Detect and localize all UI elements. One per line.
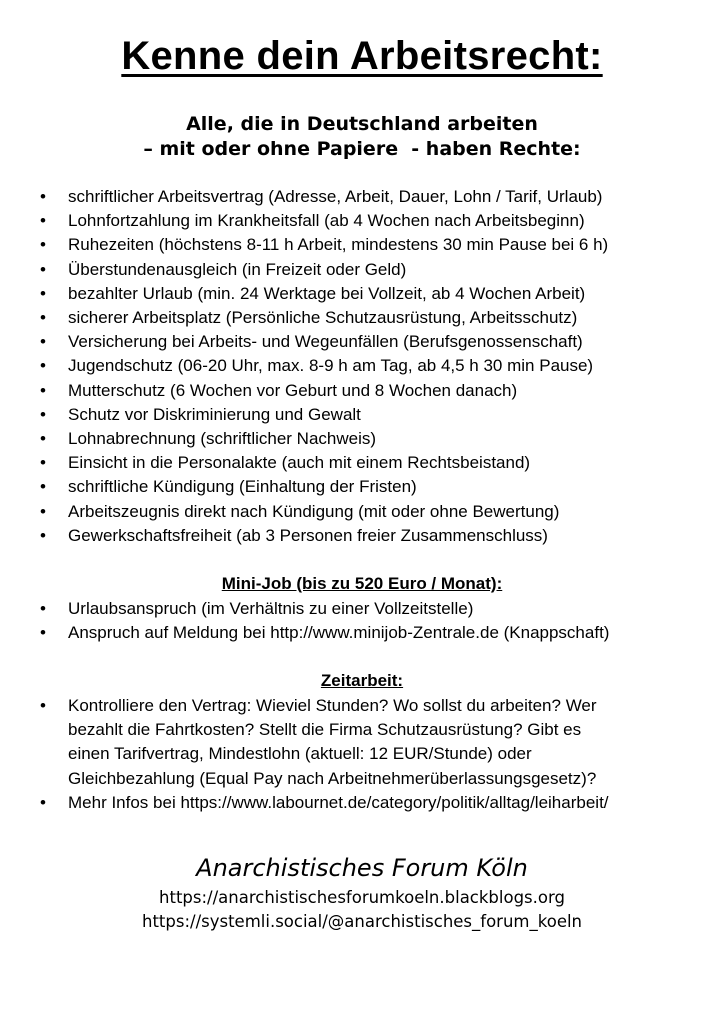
list-item <box>40 209 710 233</box>
list-item <box>40 621 710 645</box>
list-item-text: schriftliche Kündigung (Einhaltung der Fristen) <box>68 477 417 497</box>
zeitarbeit-heading: Zeitarbeit: <box>320 671 404 690</box>
bullet-icon: • <box>40 623 46 643</box>
bullet-icon: • <box>40 792 46 812</box>
list-item-text-line: Gleichbezahlung (Equal Pay nach Arbeitnehmerüberlassungsgesetz)? <box>68 768 597 788</box>
social-link: https://systemli.social/@anarchistisches_forum_koeln <box>141 912 583 931</box>
list-item-text: Lohnabrechnung (schriftlicher Nachweis) <box>68 429 377 449</box>
list-item <box>40 258 710 282</box>
list-item <box>40 185 710 209</box>
list-item-text: Urlaubsanspruch (im Verhältnis zu einer Vollzeitstelle) <box>68 599 474 618</box>
subtitle <box>0 112 724 162</box>
list-item-text: Ruhezeiten (höchstens 8-11 h Arbeit, mindestens 30 min Pause bei 6 h) <box>68 235 609 255</box>
list-item-text: sicherer Arbeitsplatz (Persönliche Schutzausrüstung, Arbeitsschutz) <box>68 308 578 328</box>
list-item <box>40 475 710 499</box>
list-item-text: Jugendschutz (06-20 Uhr, max. 8-9 h am Tag, ab 4,5 h 30 min Pause) <box>68 356 594 376</box>
bullet-icon: • <box>40 599 46 618</box>
list-item-text: Mehr Infos bei https://www.labournet.de/category/politik/alltag/leiharbeit/ <box>68 792 609 812</box>
organization-name: Anarchistisches Forum Köln <box>196 854 528 882</box>
list-item <box>40 500 710 524</box>
list-item <box>40 597 710 621</box>
list-item-text: Anspruch auf Meldung bei http://www.minijob-Zentrale.de (Knappschaft) <box>68 623 610 643</box>
list-item-text: bezahlter Urlaub (min. 24 Werktage bei Vollzeit, ab 4 Wochen Arbeit) <box>68 283 586 303</box>
bullet-icon: • <box>40 404 46 424</box>
bullet-icon: • <box>40 453 46 473</box>
list-item <box>40 791 710 815</box>
list-item-text: Arbeitszeugnis direkt nach Kündigung (mit oder ohne Bewertung) <box>68 501 560 521</box>
list-item <box>40 694 710 791</box>
list-item-text: schriftlicher Arbeitsvertrag (Adresse, Arbeit, Dauer, Lohn / Tarif, Urlaub) <box>68 187 603 206</box>
bullet-icon: • <box>40 187 46 206</box>
list-item <box>40 451 710 475</box>
blog-link: https://anarchistischesforumkoeln.blackblogs.org <box>159 888 565 907</box>
list-item-text: Gewerkschaftsfreiheit (ab 3 Personen freier Zusammenschluss) <box>68 525 548 545</box>
bullet-icon: • <box>40 429 46 449</box>
bullet-icon: • <box>40 235 46 255</box>
bullet-icon: • <box>40 525 46 545</box>
bullet-icon: • <box>40 501 46 521</box>
list-item-text-line: bezahlt die Fahrtkosten? Stellt die Firma Schutzausrüstung? Gibt es <box>68 720 582 740</box>
list-item-text: Mutterschutz (6 Wochen vor Geburt und 8 Wochen danach) <box>68 380 518 400</box>
bullet-icon: • <box>40 332 46 352</box>
page-title: Kenne dein Arbeitsrecht: <box>121 34 603 78</box>
list-item <box>40 427 710 451</box>
list-item <box>40 524 710 548</box>
list-item <box>40 282 710 306</box>
list-item <box>40 379 710 403</box>
list-item <box>40 403 710 427</box>
list-item-text: Versicherung bei Arbeits- und Wegeunfällen (Berufsgenossenschaft) <box>68 332 583 352</box>
list-item <box>40 330 710 354</box>
list-item-text: Einsicht in die Personalakte (auch mit einem Rechtsbeistand) <box>68 453 531 473</box>
bullet-icon: • <box>40 259 46 279</box>
zeitarbeit-list <box>40 694 710 815</box>
rights-list <box>40 185 710 548</box>
bullet-icon: • <box>40 696 46 715</box>
minijob-heading: Mini-Job (bis zu 520 Euro / Monat): <box>221 574 503 593</box>
subtitle-line-2: – mit oder ohne Papiere - haben Rechte: <box>143 138 581 160</box>
list-item <box>40 233 710 257</box>
bullet-icon: • <box>40 211 46 231</box>
list-item-text: Schutz vor Diskriminierung und Gewalt <box>68 404 361 424</box>
bullet-icon: • <box>40 380 46 400</box>
list-item-text: Lohnfortzahlung im Krankheitsfall (ab 4 Wochen nach Arbeitsbeginn) <box>68 211 585 231</box>
list-item <box>40 306 710 330</box>
subtitle-line-1: Alle, die in Deutschland arbeiten <box>186 113 538 135</box>
list-item <box>40 354 710 378</box>
list-item-text: Überstundenausgleich (in Freizeit oder Geld) <box>68 259 407 279</box>
list-item-text-line: einen Tarifvertrag, Mindestlohn (aktuell: 12 EUR/Stunde) oder <box>68 744 532 764</box>
list-item-text-line: Kontrolliere den Vertrag: Wieviel Stunden? Wo sollst du arbeiten? Wer <box>68 696 597 715</box>
minijob-list <box>40 597 710 645</box>
bullet-icon: • <box>40 477 46 497</box>
bullet-icon: • <box>40 308 46 328</box>
bullet-icon: • <box>40 283 46 303</box>
bullet-icon: • <box>40 356 46 376</box>
